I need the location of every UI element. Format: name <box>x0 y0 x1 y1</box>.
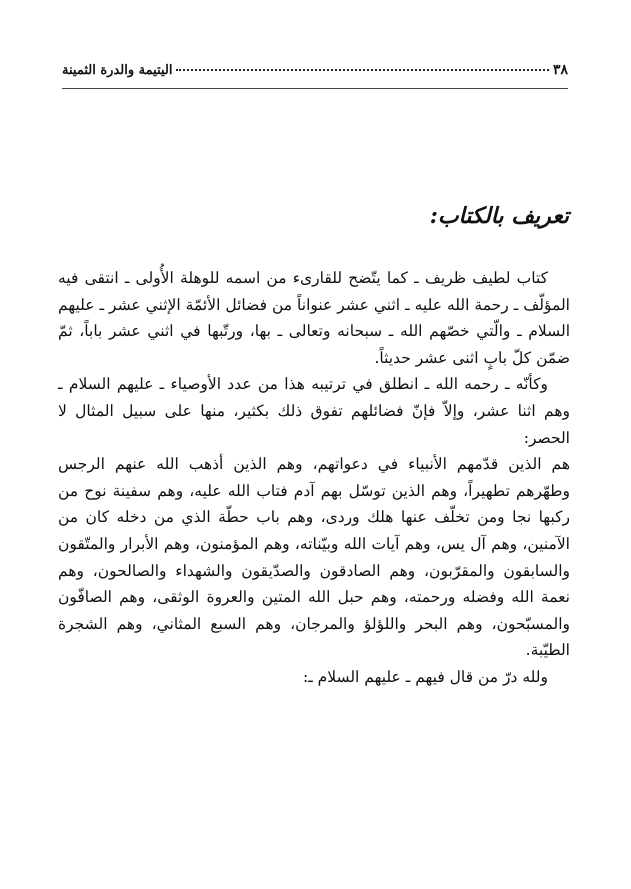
running-head-title: اليتيمة والدرة الثمينة <box>62 63 173 78</box>
paragraph-intro: كتاب لطيف ظريف ـ كما يتّضح للقارىء من اسمه للوهلة الأُولى ـ انتقى فيه المؤلّف ـ رحمة الله عليه ـ اثني عشر عنواناً من فضائل الأئمّة الإثني عشر ـ عليهم السلام ـ والّتي خصّهم الله ـ سبحانه وتعالى ـ بها، ورتّبها في اثني عشر باباً، ثمّ ضمّن كلّ بابٍ اثنى عشر حديثاً. <box>58 269 570 367</box>
page-number: ٣٨ <box>552 62 568 78</box>
running-header <box>62 62 568 78</box>
paragraph-virtues: هم الذين قدّمهم الأنبياء في دعواتهم، وهم الذين أذهب الله عنهم الرجس وطهّرهم تطهيراً، وهم الذين توسّل بهم آدم فتاب الله عليه، وهم سفينة نوح من ركبها نجا ومن تخلّف عنها هلك وردى، وهم باب حطّة الذي من دخله كان من الآمنين، وهم آل يس، وهم آيات الله وبيّناته، وهم المؤمنون، وهم الأبرار والمتّقون والسابقون والمقرّبون، وهم الصادقون والصدّيقون والشهداء والصالحون، وهم نعمة الله وفضله ورحمته، وهم حبل الله المتين والعروة الوثقى، وهم الصافّون والمسبّحون، وهم البحر واللؤلؤ والمرجان، وهم السبع المثاني، وهم الشجرة الطيّبة. <box>58 455 570 660</box>
leader-dots <box>176 69 548 71</box>
paragraph-closing: ولله درّ من قال فيهم ـ عليهم السلام ـ: <box>302 667 548 686</box>
paragraph-reason: وكأنّه ـ رحمه الله ـ انطلق في ترتيبه هذا من عدد الأوصياء ـ عليهم السلام ـ وهم اثنا عشر، وإلاّ فإنّ فضائلهم تفوق ذلك بكثير، منها على سبيل المثال لا الحصر: <box>58 375 570 447</box>
section-heading: تعريف بالكتاب: <box>429 203 569 229</box>
header-rule <box>62 88 568 89</box>
body-text <box>58 265 570 691</box>
